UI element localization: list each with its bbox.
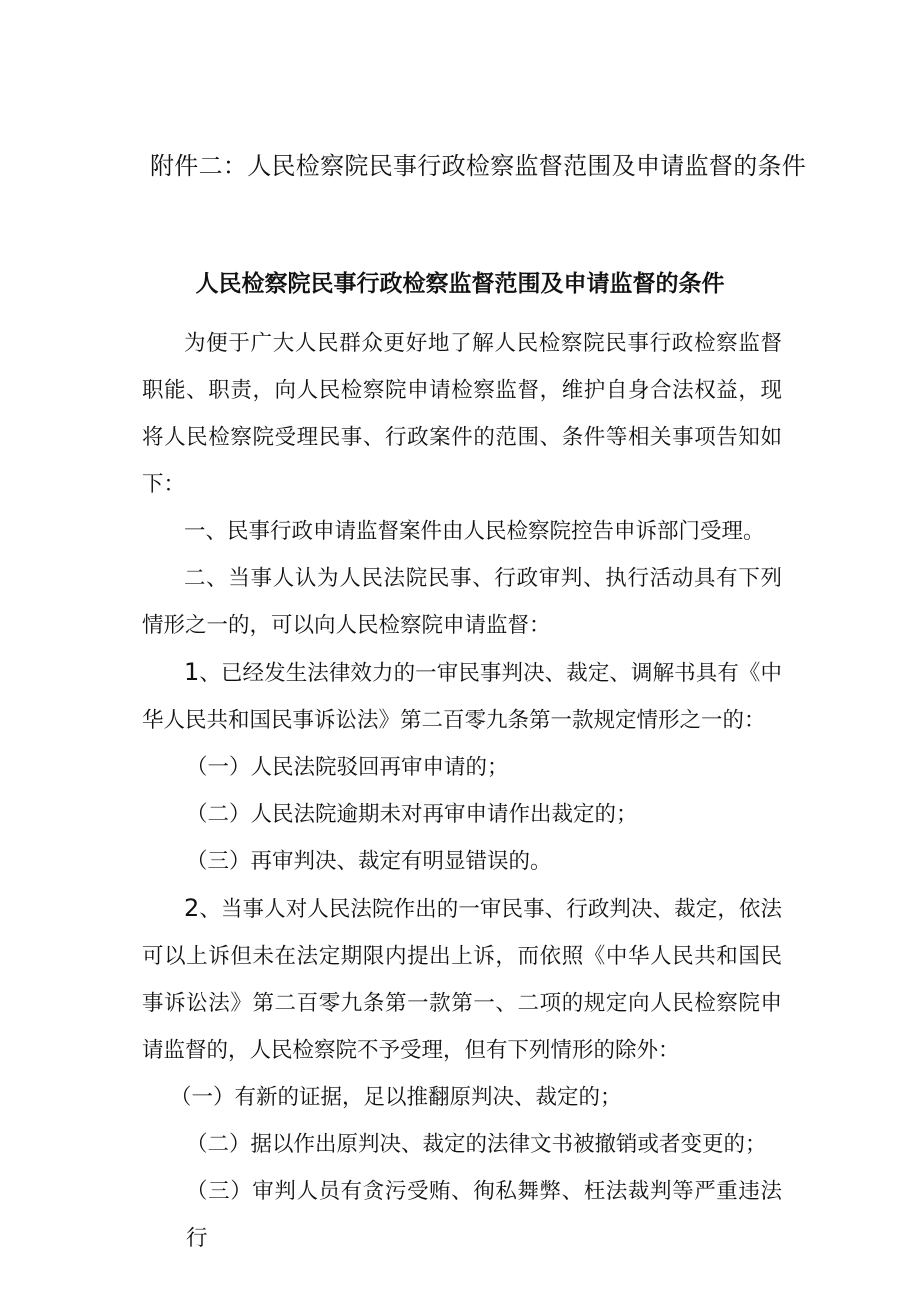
sub-1-paragraph — [142, 649, 782, 744]
sub-2-a-paragraph: （一）有新的证据，足以推翻原判决、裁定的； — [170, 1085, 622, 1110]
document-body — [142, 320, 782, 1262]
sub-2-text: 、当事人对人民法院作出的一审民事、行政判决、裁定，依法可以上诉但未在法定期限内提出上诉，而依照《中华人民共和国民事诉讼法》第二百零九条第一款第一、二项的规定向人民检察院申请监督的，人民检察院不予受理，但有下列情形的除外： — [142, 897, 782, 1063]
intro-paragraph: 为便于广大人民群众更好地了解人民检察院民事行政检察监督职能、职责，向人民检察院申请检察监督，维护自身合法权益，现将人民检察院受理民事、行政案件的范围、条件等相关事项告知如下： — [142, 331, 782, 497]
sub-1-text: 、已经发生法律效力的一审民事判决、裁定、调解书具有《中华人民共和国民事诉讼法》第二百零九条第一款规定情形之一的： — [142, 661, 782, 733]
item-2-paragraph: 二、当事人认为人民法院民事、行政审判、执行活动具有下列情形之一的，可以向人民检察院申请监督： — [142, 566, 782, 638]
sub-1-number: 1 — [184, 658, 200, 686]
sub-2-b-paragraph: （二）据以作出原判决、裁定的法律文书被撤销或者变更的； — [186, 1132, 767, 1157]
sub-1-a-paragraph: （一）人民法院驳回再审申请的； — [186, 755, 509, 780]
sub-1-c-paragraph: （三）再审判决、裁定有明显错误的。 — [186, 849, 552, 874]
sub-1-b-paragraph: （二）人民法院逾期未对再审申请作出裁定的； — [186, 802, 638, 827]
sub-2-paragraph — [142, 885, 782, 1074]
sub-2-number: 2 — [184, 894, 200, 922]
document-heading: 人民检察院民事行政检察监督范围及申请监督的条件 — [195, 271, 725, 297]
attachment-title: 附件二：人民检察院民事行政检察监督范围及申请监督的条件 — [150, 152, 807, 180]
sub-2-c-paragraph: （三）审判人员有贪污受贿、徇私舞弊、枉法裁判等严重违法行 — [186, 1179, 782, 1251]
item-1-paragraph: 一、民事行政申请监督案件由人民检察院控告申诉部门受理。 — [184, 519, 765, 544]
